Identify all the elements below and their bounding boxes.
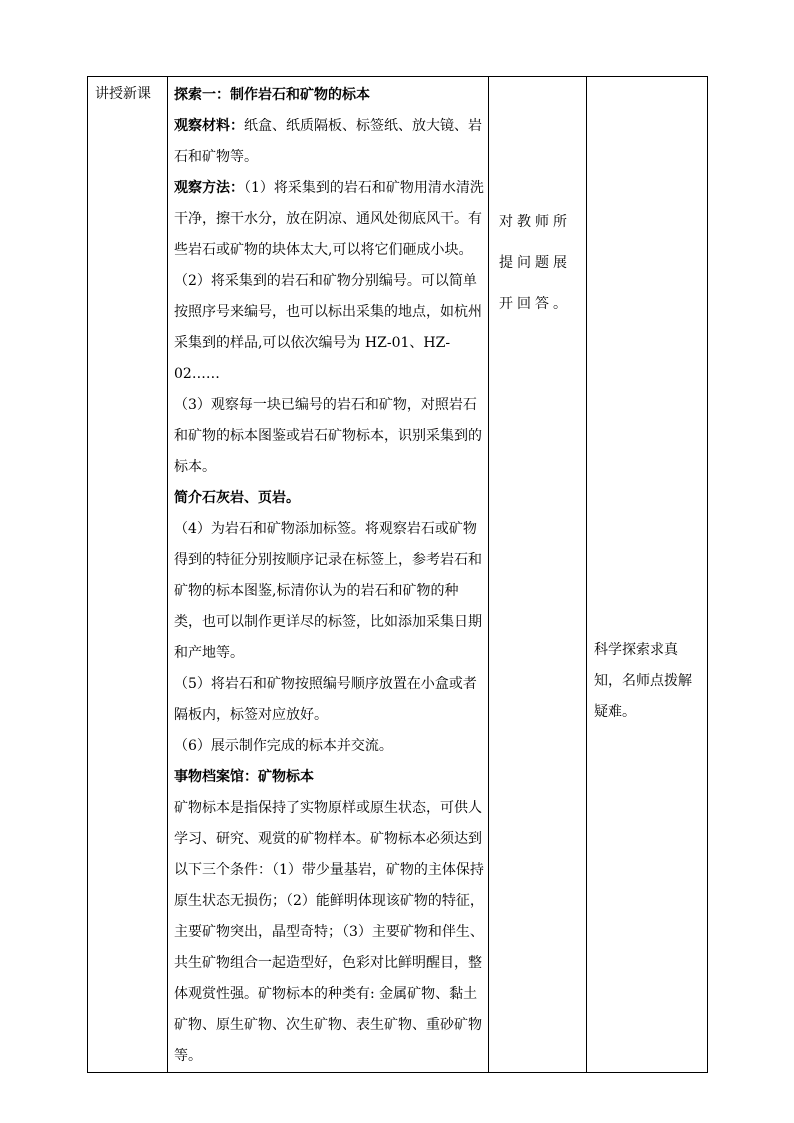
section-heading-explore: 探索一：制作岩石和矿物的标本 [174,87,370,103]
section-heading-rocks: 简介石灰岩、页岩。 [174,490,300,506]
student-activity-cell [489,77,587,1073]
archive-paragraph: 矿物标本是指保持了实物原样或原生状态，可供人学习、研究、观赏的矿物样本。矿物标本必须达到以下三个条件：（1）带少量基岩，矿物的主体保持原生状态无损伤；（2）能鲜明体现该矿物的特征，主要矿物突出，晶型奇特；（3）主要矿物和伴生、共生矿物组合一起造型好，色彩对比鲜明醒目，整体观赏性强。矿物标本的种类有: 金属矿物、黏土矿物、原生矿物、次生矿物、表生矿物、重砂矿物等。 [174,800,484,1064]
stage-cell [88,77,168,1073]
teacher-activity-cell [168,77,489,1073]
method-label: 观察方法： [174,180,244,196]
method-step-2: （2）将采集到的岩石和矿物分别编号。可以简单按照序号来编号，也可以标出采集的地点，如杭州采集到的样品,可以依次编号为 HZ-01、HZ-02…… [174,273,482,382]
student-activity-text: 对教师所提问题展开回答。 [499,214,571,312]
materials-text: 纸盒、纸质隔板、标签纸、放大镜、岩石和矿物等。 [174,118,482,165]
design-intent-cell [587,77,708,1073]
lesson-plan-table [87,76,708,1073]
method-step-1: （1）将采集到的岩石和矿物用清水清洗干净，擦干水分，放在阴凉、通风处彻底风干。有些岩石或矿物的块体太大,可以将它们砸成小块。 [174,180,484,258]
materials-paragraph [174,111,484,173]
method-step-3: （3）观察每一块已编号的岩石和矿物，对照岩石和矿物的标本图鉴或岩石矿物标本，识别采集到的标本。 [174,397,482,475]
teacher-activity-content [168,77,488,1072]
method-step-4: （4）为岩石和矿物添加标签。将观察岩石或矿物得到的特征分别按顺序记录在标签上，参考岩石和矿物的标本图鉴,标清你认为的岩石和矿物的种类，也可以制作更详尽的标签，比如添加采集日期和产地等。 [174,521,482,661]
method-step-6: （6）展示制作完成的标本并交流。 [174,738,393,754]
materials-label: 观察材料： [174,118,244,134]
stage-label: 讲授新课 [95,86,151,102]
table-row [88,77,708,1073]
method-paragraph [174,173,484,266]
method-step-5: （5）将岩石和矿物按照编号顺序放置在小盒或者隔板内，标签对应放好。 [174,676,477,723]
section-heading-archive: 事物档案馆：矿物标本 [174,769,314,785]
design-intent-text: 科学探索求真知，名师点拨解疑难。 [594,642,692,720]
